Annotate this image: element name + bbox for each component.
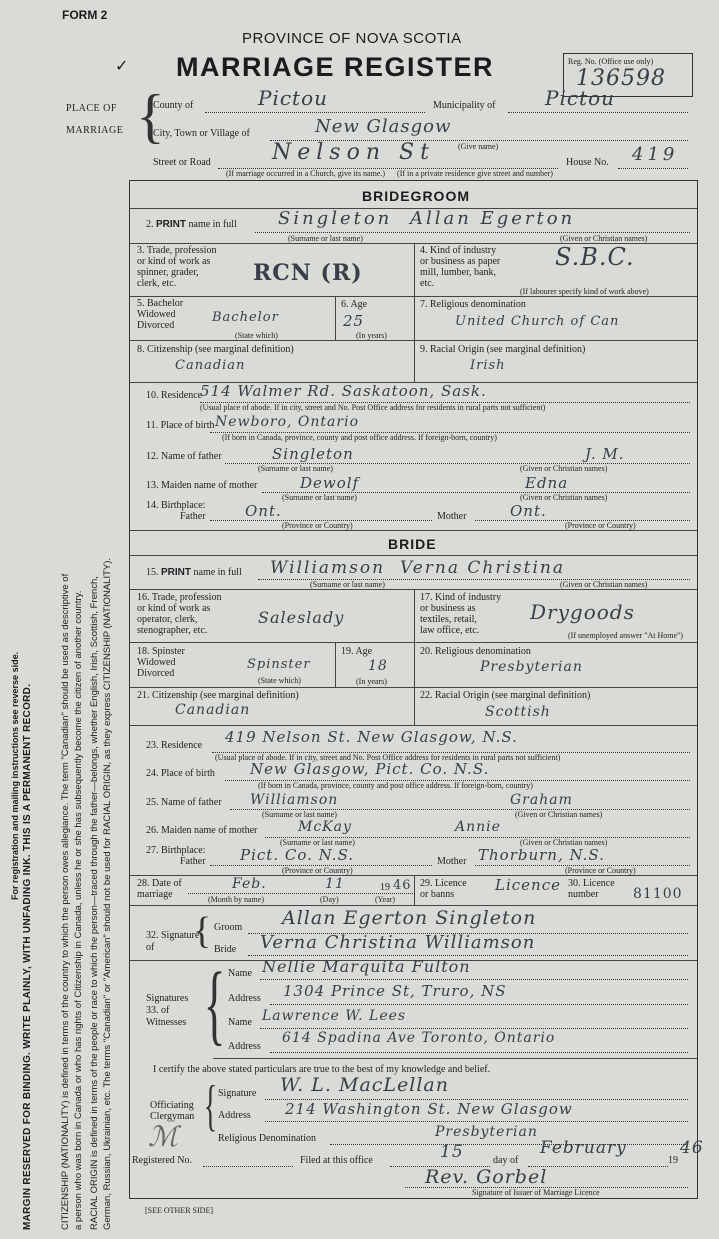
bride-age: 18 [368, 658, 388, 674]
groom-in-years: (In years) [356, 331, 387, 340]
groom-religion-label: 7. Religious denomination [420, 299, 526, 310]
groom-father-given: J. M. [585, 445, 625, 463]
groom-prov-r: (Province or Country) [565, 521, 636, 530]
groom-birth-label: 11. Place of birth [146, 420, 215, 431]
house-label: House No. [566, 157, 609, 168]
clergy-sig-label: Signature [218, 1088, 257, 1099]
bride-mother-surname: McKay [298, 819, 352, 835]
reg-label: Reg. No. (Office use only) [568, 57, 654, 66]
groom-state-which: (State which) [235, 331, 278, 340]
groom-birthplace-label: 14. Birthplace: [146, 500, 206, 511]
issuer-signature: Rev. Gorbel [425, 1166, 548, 1188]
groom-age: 25 [343, 312, 365, 330]
marriage-month: Feb. [232, 876, 267, 892]
groom-mother-sub-l: (Surname or last name) [282, 493, 357, 502]
groom-residence: 514 Walmer Rd. Saskatoon, Sask. [200, 382, 487, 400]
city-label: City, Town or Village of [153, 128, 250, 139]
reg-number: 136598 [576, 66, 666, 91]
filed-label: Filed at this office [300, 1155, 373, 1166]
groom-racial: Irish [470, 358, 506, 373]
place-of-marriage-label: PLACE OF MARRIAGE [66, 103, 124, 136]
groom-industry-note: (If labourer specify kind of work above) [520, 287, 649, 296]
w1-name: Nellie Marquita Fulton [262, 957, 471, 976]
municipality-label: Municipality of [433, 100, 496, 111]
margin-binding: MARGIN RESERVED FOR BINDING. WRITE PLAINLY, WITH UNFADING INK. THIS IS A PERMANENT RECORD. [22, 683, 33, 1230]
w2-name-label: Name [228, 1017, 252, 1028]
bride-mother-bp-label: Mother [437, 856, 467, 867]
clergy-address-label: Address [218, 1110, 251, 1121]
licence-type: Licence [495, 876, 561, 894]
licence-label: 29. Licence or banns [420, 878, 467, 900]
margin-citizenship-def: CITIZENSHIP (NATIONALITY) is defined in terms of the country to which the person owes allegiance. The term "Canadian" should be used as descriptive of [60, 573, 71, 1230]
groom-citizenship: Canadian [175, 358, 246, 373]
day-sub: (Day) [320, 895, 339, 904]
clergyman-label: Officiating Clergyman [150, 1100, 195, 1122]
filed-day: 15 [440, 1142, 464, 1162]
street-value: Nelson St [272, 140, 435, 165]
bride-status: Spinster [247, 657, 311, 672]
house-value: 419 [632, 144, 679, 165]
bride-father-sub-r: (Given or Christian names) [515, 810, 603, 819]
county-value: Pictou [258, 86, 329, 110]
groom-religion: United Church of Can [455, 314, 620, 329]
groom-mother-bp: Ont. [510, 502, 547, 520]
bride-industry: Drygoods [530, 600, 635, 624]
groom-status-label: 5. Bachelor Widowed Divorced [137, 298, 184, 331]
bride-citizenship: Canadian [175, 702, 251, 718]
bride-religion-label: 20. Religious denomination [420, 646, 531, 657]
month-sub: (Month by name) [208, 895, 264, 904]
bride-surname-sub: (Surname or last name) [310, 580, 385, 589]
date-label: 28. Date of marriage [137, 878, 182, 900]
bride-mother-sub-r: (Given or Christian names) [520, 838, 608, 847]
bride-birth: New Glasgow, Pict. Co. N.S. [250, 760, 490, 778]
bride-birthplace-label: 27. Birthplace: [146, 845, 206, 856]
witnesses-label: Signatures 33. of Witnesses [146, 993, 189, 1028]
bride-citizenship-label: 21. Citizenship (see marginal definition) [137, 690, 299, 701]
bride-name-label: 15. PRINT name in full [146, 567, 242, 578]
bride-residence-label: 23. Residence [146, 740, 203, 751]
municipality-value: Pictou [545, 86, 616, 110]
groom-citizenship-label: 8. Citizenship (see marginal definition) [137, 344, 294, 355]
filed-day-of: day of [493, 1155, 519, 1166]
filed-year: 46 [680, 1138, 704, 1158]
marriage-year-prefix: 19 [380, 882, 390, 893]
signature-mark-icon: ℳ [148, 1120, 178, 1153]
margin-instructions: For registration and mailing instructions see reverse side. [10, 651, 20, 900]
bride-given-sub: (Given or Christian names) [560, 580, 648, 589]
bride-father-bp-label: Father [180, 856, 206, 867]
groom-surname: Singleton [278, 208, 393, 229]
give-name-note: (Give name) [458, 142, 499, 151]
groom-birth: Newboro, Ontario [215, 414, 359, 430]
groom-given-sub: (Given or Christian names) [560, 234, 648, 243]
city-value: New Glasgow [315, 116, 452, 137]
groom-father-bp: Ont. [245, 502, 282, 520]
registered-label: Registered No. [132, 1155, 192, 1166]
year-sub: (Year) [375, 895, 396, 904]
groom-prov-l: (Province or Country) [282, 521, 353, 530]
bride-trade-label: 16. Trade, profession or kind of work as operator, clerk, stenographer, etc. [137, 592, 222, 636]
bride-surname: Williamson [270, 558, 386, 578]
groom-residence-note: (Usual place of abode. If in city, street and No. Post Office address for residents in rural parts not sufficient) [200, 403, 546, 412]
bridegroom-heading: BRIDEGROOM [362, 188, 470, 204]
county-label: County of [153, 100, 194, 111]
groom-trade-label: 3. Trade, profession or kind of work as spinner, grader, clerk, etc. [137, 245, 217, 289]
groom-father-surname: Singleton [272, 445, 354, 463]
bride-industry-label: 17. Kind of industry or business as textiles, retail, law office, etc. [420, 592, 502, 636]
groom-surname-sub: (Surname or last name) [288, 234, 363, 243]
w2-name: Lawrence W. Lees [262, 1008, 407, 1024]
margin-racial-def: RACIAL ORIGIN is defined in terms of the people or race to which the person—traced through the father—belongs, whether English, Irish, Scottish, French, [89, 576, 100, 1230]
clergy-denom-label: Religious Denomination [218, 1133, 317, 1144]
licence-no-label: 30. Licence number [568, 878, 615, 900]
bride-residence: 419 Nelson St. New Glasgow, N.S. [225, 728, 518, 746]
province-title: PROVINCE OF NOVA SCOTIA [242, 30, 462, 47]
groom-racial-label: 9. Racial Origin (see marginal definition) [420, 344, 586, 355]
groom-mother-sub-r: (Given or Christian names) [520, 493, 608, 502]
bride-state-which: (State which) [258, 676, 301, 685]
street-label: Street or Road [153, 157, 211, 168]
bride-religion: Presbyterian [480, 659, 583, 675]
issuer-label: Signature of Issuer of Marriage Licence [472, 1188, 600, 1197]
brace-icon: { [136, 83, 165, 149]
filed-month: February [540, 1138, 627, 1158]
bride-prov-r: (Province or Country) [565, 866, 636, 875]
groom-father-sub-l: (Surname or last name) [258, 464, 333, 473]
groom-mother-surname: Dewolf [300, 474, 360, 492]
clergy-signature: W. L. MacLellan [280, 1074, 449, 1096]
groom-father-bp-label: Father [180, 511, 206, 522]
groom-trade: RCN (R) [253, 260, 363, 286]
margin-racial-def-2: German, Russian, Ukrainian, etc. The terms "Canadian" or "American" should not be used for RACIAL ORIGIN, as they express CITIZENSHIP (NATIONALITY). [102, 557, 113, 1230]
groom-industry: S.B.C. [555, 243, 635, 271]
groom-status: Bachelor [212, 310, 279, 325]
bride-heading: BRIDE [388, 536, 437, 552]
bride-signature: Verna Christina Williamson [260, 932, 536, 953]
bride-prov-l: (Province or Country) [282, 866, 353, 875]
w2-address-label: Address [228, 1041, 261, 1052]
w2-address: 614 Spadina Ave Toronto, Ontario [282, 1030, 556, 1046]
brace-icon: { [203, 1075, 218, 1137]
bride-mother-given: Annie [455, 819, 501, 835]
licence-no: 81100 [633, 886, 683, 902]
bride-status-label: 18. Spinster Widowed Divorced [137, 646, 185, 679]
groom-given: Allan Egerton [410, 208, 576, 229]
bride-sig-label: Bride [214, 944, 237, 955]
margin-citizenship-def-2: a person who was born in Canada or who has rights of Citizenship in Canada, unless he or she has subsequently become the citizen of another country. [73, 590, 84, 1230]
bride-racial-label: 22. Racial Origin (see marginal definition) [420, 690, 591, 701]
groom-birth-note: (If born in Canada, province, county and post office address. If foreign-born, country) [222, 433, 497, 442]
bride-mother-sub-l: (Surname or last name) [280, 838, 355, 847]
w1-address: 1304 Prince St, Truro, NS [283, 982, 507, 1000]
bride-residence-note: (Usual place of abode. If in city, street and No. Post Office address for residents in rural parts not sufficient) [215, 753, 561, 762]
bride-mother-label: 26. Maiden name of mother [146, 825, 258, 836]
bride-given: Verna Christina [400, 558, 565, 578]
groom-residence-label: 10. Residence [146, 390, 203, 401]
bride-industry-note: (If unemployed answer "At Home") [568, 631, 683, 640]
page-title: MARRIAGE REGISTER [176, 52, 495, 82]
place-note: (If marriage occurred in a Church, give its name.) (If in a private residence give street and number) [226, 169, 553, 178]
brace-icon: { [203, 955, 226, 1054]
marriage-day: 11 [325, 876, 345, 892]
filed-year-prefix: 19 [668, 1155, 678, 1166]
bride-in-years: (In years) [356, 677, 387, 686]
clergy-denom: Presbyterian [435, 1124, 538, 1140]
w1-address-label: Address [228, 993, 261, 1004]
bride-father-label: 25. Name of father [146, 797, 222, 808]
groom-mother-label: 13. Maiden name of mother [146, 480, 258, 491]
see-other-side: [SEE OTHER SIDE] [145, 1206, 213, 1215]
bride-birth-label: 24. Place of birth [146, 768, 215, 779]
groom-signature: Allan Egerton Singleton [282, 907, 537, 929]
bride-trade: Saleslady [258, 608, 345, 627]
clergy-address: 214 Washington St. New Glasgow [285, 1100, 573, 1118]
bride-father-surname: Williamson [250, 792, 339, 808]
w1-name-label: Name [228, 968, 252, 979]
groom-mother-given: Edna [525, 474, 569, 492]
groom-sig-label: Groom [214, 922, 243, 933]
certify-text: I certify the above stated particulars are true to the best of my knowledge and belief. [153, 1064, 491, 1075]
bride-mother-bp: Thorburn, N.S. [478, 846, 605, 864]
bride-birth-note: (If born in Canada, province, county and post office address. If foreign-born, country) [258, 781, 533, 790]
groom-father-label: 12. Name of father [146, 451, 222, 462]
groom-industry-label: 4. Kind of industry or business as paper mill, lumber, bank, etc. [420, 245, 501, 289]
signature-label: 32. Signature of [146, 930, 200, 953]
bride-father-sub-l: (Surname or last name) [262, 810, 337, 819]
marriage-year: 46 [393, 878, 412, 893]
bride-father-bp: Pict. Co. N.S. [240, 846, 355, 864]
bride-age-label: 19. Age [341, 646, 373, 657]
groom-age-label: 6. Age [341, 299, 368, 310]
brace-icon: { [193, 910, 212, 952]
form-number: FORM 2 [62, 8, 108, 22]
bride-father-given: Graham [510, 792, 573, 808]
check-mark-icon: ✓ [115, 58, 129, 75]
groom-name-label: 2. PRINT name in full [146, 219, 237, 230]
bride-racial: Scottish [485, 704, 551, 720]
groom-father-sub-r: (Given or Christian names) [520, 464, 608, 473]
groom-mother-bp-label: Mother [437, 511, 467, 522]
